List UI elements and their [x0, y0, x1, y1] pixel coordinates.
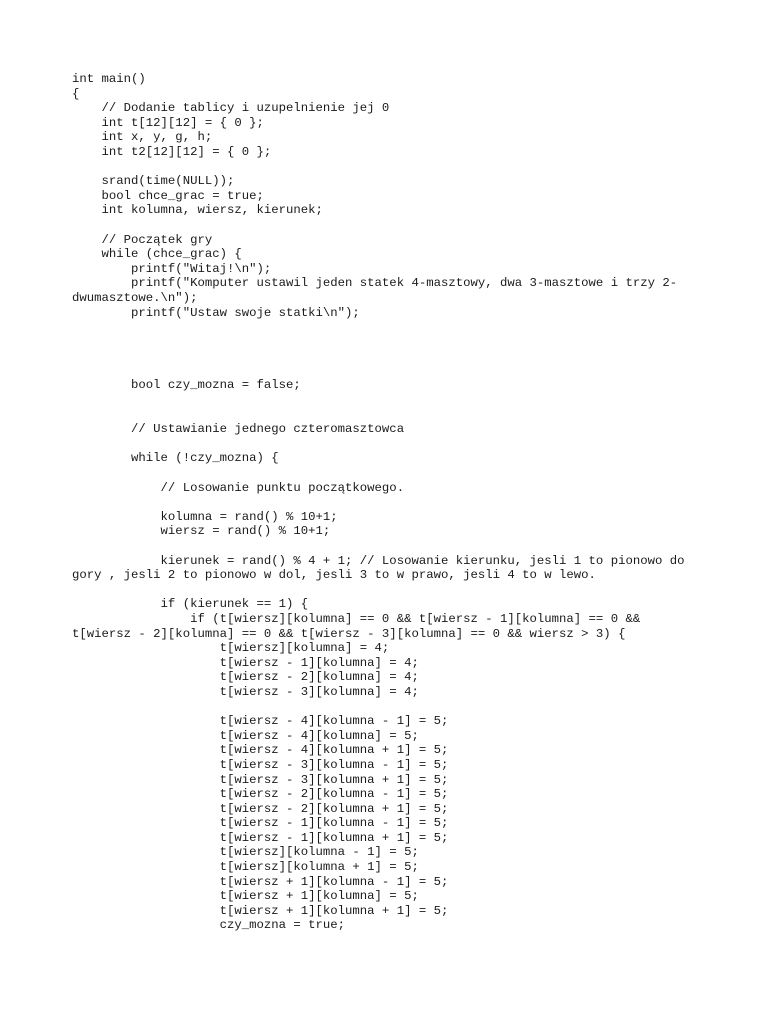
code-line: t[wiersz - 4][kolumna] = 5; — [72, 728, 419, 743]
code-line: t[wiersz - 2][kolumna] = 4; — [72, 670, 419, 685]
code-line — [72, 466, 712, 481]
code-line — [72, 437, 712, 452]
code-document — [72, 72, 712, 933]
code-line — [72, 583, 712, 598]
code-line: int t[12][12] = { 0 }; — [72, 115, 264, 130]
code-line: // Dodanie tablicy i uzupelnienie jej 0 — [72, 101, 390, 116]
code-line: int x, y, g, h; — [72, 130, 213, 145]
code-line: dwumasztowe.\n"); — [72, 290, 198, 305]
code-line — [72, 349, 712, 364]
code-line: t[wiersz][kolumna - 1] = 5; — [72, 845, 419, 860]
code-line: // Losowanie punktu początkowego. — [72, 480, 405, 495]
code-line — [72, 218, 712, 233]
code-line: t[wiersz][kolumna] = 4; — [72, 641, 390, 656]
code-line — [72, 364, 712, 379]
code-line: t[wiersz + 1][kolumna] = 5; — [72, 889, 419, 904]
code-line: bool czy_mozna = false; — [72, 378, 301, 393]
code-line: t[wiersz - 1][kolumna] = 4; — [72, 655, 419, 670]
code-line: t[wiersz - 3][kolumna] = 4; — [72, 684, 419, 699]
code-line: t[wiersz - 2][kolumna] == 0 && t[wiersz - 3][kolumna] == 0 && wiersz > 3) { — [72, 626, 626, 641]
code-line: t[wiersz + 1][kolumna + 1] = 5; — [72, 903, 449, 918]
code-line — [72, 320, 712, 335]
code-line: if (t[wiersz][kolumna] == 0 && t[wiersz - 1][kolumna] == 0 && — [72, 611, 641, 626]
code-line: if (kierunek == 1) { — [72, 597, 309, 612]
code-line: t[wiersz - 2][kolumna - 1] = 5; — [72, 787, 449, 802]
code-line: while (!czy_mozna) { — [72, 451, 279, 466]
code-line — [72, 495, 712, 510]
code-line: t[wiersz - 1][kolumna - 1] = 5; — [72, 816, 449, 831]
code-line: t[wiersz - 2][kolumna + 1] = 5; — [72, 801, 449, 816]
code-line: gory , jesli 2 to pionowo w dol, jesli 3 to w prawo, jesli 4 to w lewo. — [72, 568, 596, 583]
code-line: t[wiersz - 4][kolumna - 1] = 5; — [72, 714, 449, 729]
code-line: t[wiersz + 1][kolumna - 1] = 5; — [72, 874, 449, 889]
code-line: // Początek gry — [72, 232, 213, 247]
code-line: kolumna = rand() % 10+1; — [72, 509, 338, 524]
code-line: printf("Komputer ustawil jeden statek 4-masztowy, dwa 3-masztowe i trzy 2- — [72, 276, 678, 291]
code-line: bool chce_grac = true; — [72, 188, 264, 203]
code-line — [72, 160, 712, 175]
code-line: printf("Witaj!\n"); — [72, 261, 272, 276]
code-line: srand(time(NULL)); — [72, 174, 235, 189]
code-line — [72, 408, 712, 423]
code-line: t[wiersz - 3][kolumna - 1] = 5; — [72, 757, 449, 772]
code-line — [72, 335, 712, 350]
code-line: t[wiersz][kolumna + 1] = 5; — [72, 860, 419, 875]
code-line: int main() — [72, 72, 146, 86]
code-line: printf("Ustaw swoje statki\n"); — [72, 305, 360, 320]
code-line — [72, 393, 712, 408]
code-line — [72, 700, 712, 715]
code-line: while (chce_grac) { — [72, 247, 242, 262]
code-line: t[wiersz - 3][kolumna + 1] = 5; — [72, 772, 449, 787]
code-line: wiersz = rand() % 10+1; — [72, 524, 331, 539]
code-line — [72, 539, 712, 554]
code-line: { — [72, 86, 80, 101]
code-line: int t2[12][12] = { 0 }; — [72, 144, 272, 159]
code-line: int kolumna, wiersz, kierunek; — [72, 203, 323, 218]
code-line: t[wiersz - 4][kolumna + 1] = 5; — [72, 743, 449, 758]
code-line: kierunek = rand() % 4 + 1; // Losowanie kierunku, jesli 1 to pionowo do — [72, 553, 685, 568]
code-line: // Ustawianie jednego czteromasztowca — [72, 422, 405, 437]
code-line: t[wiersz - 1][kolumna + 1] = 5; — [72, 830, 449, 845]
code-line: czy_mozna = true; — [72, 918, 346, 933]
